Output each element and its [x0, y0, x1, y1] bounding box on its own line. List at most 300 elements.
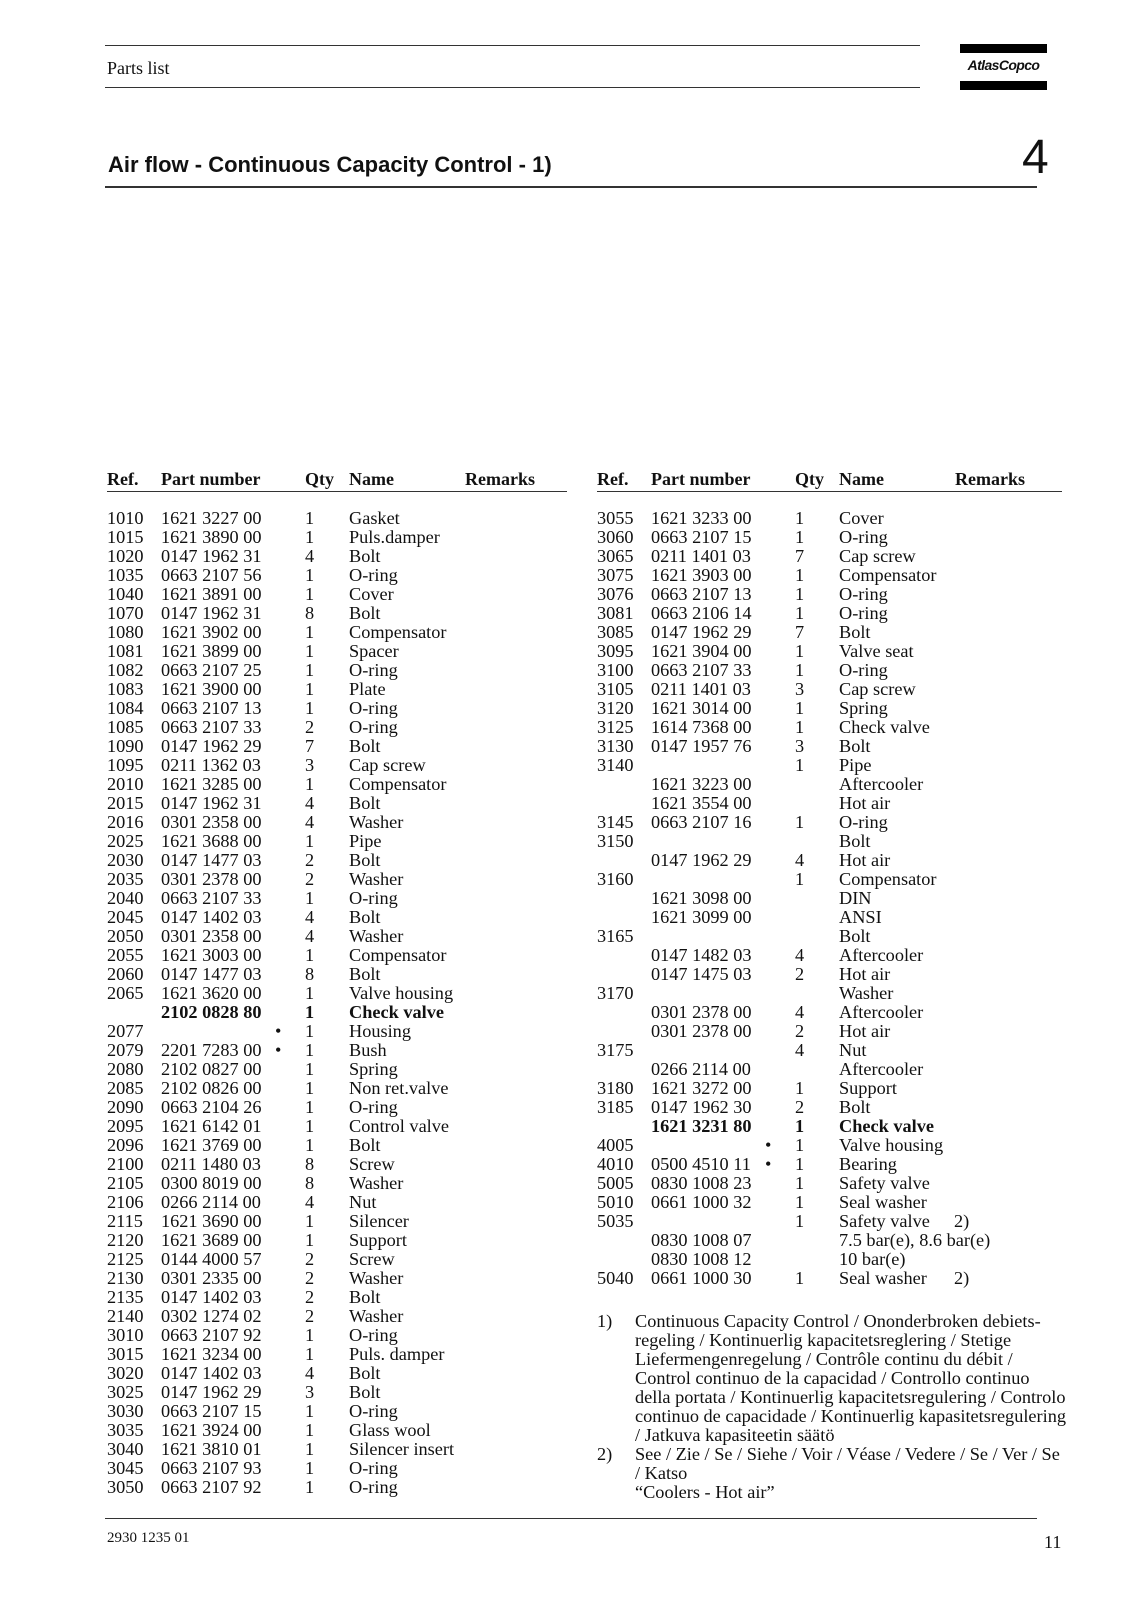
table-row	[107, 775, 567, 794]
table-row	[107, 1364, 567, 1383]
qty-cell: 1	[305, 1078, 315, 1098]
name-cell: Support	[839, 1078, 897, 1098]
name-cell: Puls. damper	[349, 1344, 445, 1364]
qty-cell: 1	[795, 660, 805, 680]
ref-cell: 3010	[107, 1325, 144, 1345]
bullet-marker: •	[275, 1021, 282, 1041]
table-row	[597, 1193, 1062, 1212]
part-number-cell: 0661 1000 32	[651, 1192, 752, 1212]
name-cell: Housing	[349, 1021, 411, 1041]
ref-cell: 2106	[107, 1192, 144, 1212]
table-row	[107, 1041, 567, 1060]
name-cell: Bolt	[349, 964, 381, 984]
ref-cell: 2095	[107, 1116, 144, 1136]
table-row	[597, 965, 1062, 984]
qty-cell: 1	[305, 1211, 315, 1231]
name-cell: Hot air	[839, 793, 891, 813]
part-number-cell: 1621 3891 00	[161, 584, 262, 604]
name-cell: Bolt	[839, 1097, 871, 1117]
qty-cell: 4	[305, 907, 315, 927]
qty-cell: 2	[305, 1287, 315, 1307]
part-number-cell: 1621 3098 00	[651, 888, 752, 908]
table-row	[107, 1288, 567, 1307]
part-number-cell: 1621 3554 00	[651, 793, 752, 813]
part-number-cell: 1621 3231 80	[651, 1116, 752, 1136]
qty-cell: 1	[305, 1097, 315, 1117]
qty-cell: 8	[305, 603, 315, 623]
table-row	[597, 585, 1062, 604]
ref-cell: 3025	[107, 1382, 144, 1402]
part-number-cell: 1621 3099 00	[651, 907, 752, 927]
name-cell: Check valve	[839, 717, 930, 737]
col-qty-header: Qty	[795, 469, 824, 489]
part-number-cell: 0663 2107 33	[161, 888, 262, 908]
qty-cell: 8	[305, 1173, 315, 1193]
ref-cell: 1015	[107, 527, 144, 547]
qty-cell: 1	[795, 1211, 805, 1231]
name-cell: ANSI	[839, 907, 882, 927]
name-cell: Washer	[839, 983, 894, 1003]
ref-cell: 2105	[107, 1173, 144, 1193]
ref-cell: 3060	[597, 527, 634, 547]
qty-cell: 1	[305, 945, 315, 965]
qty-cell: 1	[795, 1135, 805, 1155]
name-cell: O-ring	[349, 1401, 398, 1421]
remarks-cell: 2)	[954, 1268, 970, 1288]
table-row	[597, 1003, 1062, 1022]
qty-cell: 1	[305, 1135, 315, 1155]
table-row	[597, 718, 1062, 737]
name-cell: Gasket	[349, 508, 400, 528]
part-number-cell: 1621 3903 00	[651, 565, 752, 585]
ref-cell: 3125	[597, 717, 634, 737]
part-number-cell: 1621 3899 00	[161, 641, 262, 661]
table-row	[107, 1079, 567, 1098]
qty-cell: 1	[305, 622, 315, 642]
table-row	[107, 661, 567, 680]
table-row	[597, 623, 1062, 642]
part-number-cell: 0147 1962 29	[161, 1382, 262, 1402]
ref-cell: 2080	[107, 1059, 144, 1079]
ref-cell: 3120	[597, 698, 634, 718]
qty-cell: 2	[305, 1249, 315, 1269]
qty-cell: 1	[305, 660, 315, 680]
name-cell: Silencer	[349, 1211, 409, 1231]
part-number-cell: 0663 2107 13	[651, 584, 752, 604]
qty-cell: 1	[795, 755, 805, 775]
name-cell: Hot air	[839, 850, 891, 870]
qty-cell: 4	[795, 850, 805, 870]
part-number-cell: 0147 1402 03	[161, 907, 262, 927]
qty-cell: 1	[305, 584, 315, 604]
ref-cell: 1040	[107, 584, 144, 604]
ref-cell: 2045	[107, 907, 144, 927]
footnote-text: “Coolers - Hot air”	[635, 1482, 775, 1502]
name-cell: Washer	[349, 1268, 404, 1288]
table-row	[597, 1136, 1062, 1155]
part-number-cell: 0830 1008 23	[651, 1173, 752, 1193]
qty-cell: 1	[305, 1116, 315, 1136]
part-number-cell: 0661 1000 30	[651, 1268, 752, 1288]
ref-cell: 3170	[597, 983, 634, 1003]
table-row	[597, 604, 1062, 623]
name-cell: Compensator	[349, 622, 447, 642]
ref-cell: 2030	[107, 850, 144, 870]
table-row	[107, 1440, 567, 1459]
ref-cell: 3095	[597, 641, 634, 661]
name-cell: O-ring	[349, 888, 398, 908]
qty-cell: 1	[305, 1458, 315, 1478]
page-title: Air flow - Continuous Capacity Control - 1)	[108, 152, 552, 177]
qty-cell: 1	[305, 698, 315, 718]
table-row	[597, 889, 1062, 908]
table-row	[107, 1307, 567, 1326]
table-row	[597, 1269, 1062, 1288]
table-row	[107, 1421, 567, 1440]
table-row	[107, 1174, 567, 1193]
name-cell: Bolt	[839, 622, 871, 642]
table-row	[597, 642, 1062, 661]
ref-cell: 2010	[107, 774, 144, 794]
table-row	[107, 870, 567, 889]
part-number-cell: 0147 1957 76	[651, 736, 752, 756]
part-number-cell: 1621 3688 00	[161, 831, 262, 851]
name-cell: O-ring	[349, 1097, 398, 1117]
part-number-cell: 1614 7368 00	[651, 717, 752, 737]
ref-cell: 3105	[597, 679, 634, 699]
ref-cell: 2025	[107, 831, 144, 851]
table-header	[107, 469, 567, 492]
ref-cell: 2100	[107, 1154, 144, 1174]
ref-cell: 3035	[107, 1420, 144, 1440]
name-cell: Bearing	[839, 1154, 897, 1174]
qty-cell: 2	[795, 1021, 805, 1041]
parts-table-left	[107, 469, 567, 1497]
qty-cell: 1	[305, 508, 315, 528]
ref-cell: 2015	[107, 793, 144, 813]
ref-cell: 2050	[107, 926, 144, 946]
table-row	[107, 1193, 567, 1212]
table-row	[597, 851, 1062, 870]
ref-cell: 2079	[107, 1040, 144, 1060]
part-number-cell: 0266 2114 00	[161, 1192, 261, 1212]
name-cell: Spring	[839, 698, 888, 718]
table-row	[597, 1041, 1062, 1060]
name-cell: Nut	[839, 1040, 867, 1060]
qty-cell: 1	[305, 1344, 315, 1364]
qty-cell: 1	[795, 1268, 805, 1288]
part-number-cell: 0211 1401 03	[651, 679, 751, 699]
name-cell: DIN	[839, 888, 872, 908]
part-number-cell: 1621 3620 00	[161, 983, 262, 1003]
part-number-cell: 0147 1475 03	[651, 964, 752, 984]
page-number: 11	[1044, 1532, 1062, 1552]
ref-cell: 3065	[597, 546, 634, 566]
part-number-cell: 1621 3014 00	[651, 698, 752, 718]
bullet-marker: •	[275, 1040, 282, 1060]
part-number-cell: 1621 3227 00	[161, 508, 262, 528]
table-row	[597, 984, 1062, 1003]
ref-cell: 2130	[107, 1268, 144, 1288]
part-number-cell: 0663 2107 56	[161, 565, 262, 585]
chapter-number: 4	[1022, 131, 1049, 184]
name-cell: Compensator	[349, 774, 447, 794]
table-body	[107, 509, 567, 1497]
table-row	[107, 927, 567, 946]
ref-cell: 1081	[107, 641, 144, 661]
part-number-cell: 0301 2378 00	[651, 1002, 752, 1022]
qty-cell: 1	[795, 1173, 805, 1193]
name-cell: Bolt	[349, 850, 381, 870]
part-number-cell: 1621 3890 00	[161, 527, 262, 547]
table-row	[107, 813, 567, 832]
table-row	[107, 547, 567, 566]
name-cell: Aftercooler	[839, 1059, 924, 1079]
name-cell: Bush	[349, 1040, 387, 1060]
ref-cell: 3165	[597, 926, 634, 946]
ref-cell: 3081	[597, 603, 634, 623]
col-part-header: Part number	[161, 469, 261, 489]
name-cell: Check valve	[349, 1002, 444, 1022]
name-cell: Bolt	[349, 907, 381, 927]
table-row	[107, 528, 567, 547]
table-row	[597, 1079, 1062, 1098]
table-row	[597, 1174, 1062, 1193]
name-cell: Spring	[349, 1059, 398, 1079]
qty-cell: 1	[795, 812, 805, 832]
qty-cell: 1	[305, 888, 315, 908]
table-row	[597, 775, 1062, 794]
part-number-cell: 0147 1477 03	[161, 850, 262, 870]
qty-cell: 4	[305, 793, 315, 813]
qty-cell: 4	[305, 1363, 315, 1383]
qty-cell: 1	[305, 1401, 315, 1421]
part-number-cell: 2102 0828 80	[161, 1002, 262, 1022]
ref-cell: 2016	[107, 812, 144, 832]
qty-cell: 1	[795, 1116, 805, 1136]
name-cell: Pipe	[349, 831, 382, 851]
part-number-cell: 0663 2107 93	[161, 1458, 262, 1478]
ref-cell: 2040	[107, 888, 144, 908]
name-cell: 10 bar(e)	[839, 1249, 906, 1269]
name-cell: O-ring	[349, 717, 398, 737]
qty-cell: 1	[305, 983, 315, 1003]
table-row	[107, 1155, 567, 1174]
name-cell: Silencer insert	[349, 1439, 455, 1459]
name-cell: Safety valve	[839, 1211, 930, 1231]
qty-cell: 1	[305, 774, 315, 794]
ref-cell: 1095	[107, 755, 144, 775]
part-number-cell: 0663 2107 16	[651, 812, 752, 832]
qty-cell: 1	[795, 1078, 805, 1098]
table-row	[107, 1402, 567, 1421]
table-row	[597, 870, 1062, 889]
table-row	[107, 1003, 567, 1022]
table-row	[107, 889, 567, 908]
name-cell: Seal washer	[839, 1268, 927, 1288]
part-number-cell: 0147 1962 31	[161, 546, 262, 566]
name-cell: Aftercooler	[839, 945, 924, 965]
qty-cell: 1	[305, 527, 315, 547]
ref-cell: 3130	[597, 736, 634, 756]
ref-cell: 1035	[107, 565, 144, 585]
qty-cell: 4	[305, 546, 315, 566]
qty-cell: 1	[795, 508, 805, 528]
part-number-cell: 1621 3285 00	[161, 774, 262, 794]
name-cell: 7.5 bar(e), 8.6 bar(e)	[839, 1230, 991, 1250]
name-cell: Cap screw	[349, 755, 426, 775]
table-row	[107, 680, 567, 699]
name-cell: Valve seat	[839, 641, 914, 661]
qty-cell: 4	[305, 926, 315, 946]
name-cell: Seal washer	[839, 1192, 927, 1212]
name-cell: Screw	[349, 1249, 395, 1269]
table-row	[597, 566, 1062, 585]
document-number: 2930 1235 01	[107, 1530, 190, 1546]
part-number-cell: 0211 1401 03	[651, 546, 751, 566]
qty-cell: 1	[305, 1021, 315, 1041]
ref-cell: 5005	[597, 1173, 634, 1193]
qty-cell: 1	[305, 1439, 315, 1459]
table-row	[107, 1231, 567, 1250]
table-row	[107, 737, 567, 756]
qty-cell: 1	[305, 1230, 315, 1250]
table-row	[107, 832, 567, 851]
qty-cell: 4	[795, 1002, 805, 1022]
table-row	[597, 1250, 1062, 1269]
parts-table-right	[597, 469, 1062, 1288]
name-cell: O-ring	[349, 698, 398, 718]
name-cell: Glass wool	[349, 1420, 431, 1440]
table-row	[597, 661, 1062, 680]
ref-cell: 1085	[107, 717, 144, 737]
ref-cell: 1084	[107, 698, 144, 718]
table-row	[597, 1231, 1062, 1250]
ref-cell: 2090	[107, 1097, 144, 1117]
part-number-cell: 0663 2107 92	[161, 1477, 262, 1497]
qty-cell: 1	[795, 717, 805, 737]
header-section-label: Parts list	[107, 58, 170, 78]
ref-cell: 3045	[107, 1458, 144, 1478]
footnotes	[597, 1312, 1067, 1502]
name-cell: O-ring	[839, 603, 888, 623]
name-cell: Support	[349, 1230, 407, 1250]
ref-cell: 2125	[107, 1249, 144, 1269]
part-number-cell: 0663 2107 15	[161, 1401, 262, 1421]
name-cell: O-ring	[349, 1477, 398, 1497]
ref-cell: 3040	[107, 1439, 144, 1459]
part-number-cell: 2201 7283 00	[161, 1040, 262, 1060]
ref-cell: 5010	[597, 1192, 634, 1212]
ref-cell: 1070	[107, 603, 144, 623]
name-cell: Valve housing	[349, 983, 454, 1003]
col-qty-header: Qty	[305, 469, 334, 489]
qty-cell: 1	[795, 641, 805, 661]
qty-cell: 1	[305, 1420, 315, 1440]
ref-cell: 3020	[107, 1363, 144, 1383]
table-row	[597, 1060, 1062, 1079]
name-cell: O-ring	[349, 1458, 398, 1478]
qty-cell: 1	[305, 679, 315, 699]
name-cell: Puls.damper	[349, 527, 440, 547]
table-row	[107, 1117, 567, 1136]
bullet-marker: •	[765, 1135, 772, 1155]
header-bottom-rule	[105, 87, 920, 88]
col-name-header: Name	[839, 469, 884, 489]
qty-cell: 1	[795, 698, 805, 718]
ref-cell: 2115	[107, 1211, 143, 1231]
table-row	[107, 604, 567, 623]
qty-cell: 4	[795, 945, 805, 965]
table-row	[107, 946, 567, 965]
name-cell: O-ring	[839, 812, 888, 832]
part-number-cell: 0301 2335 00	[161, 1268, 262, 1288]
part-number-cell: 0663 2106 14	[651, 603, 752, 623]
name-cell: Screw	[349, 1154, 395, 1174]
ref-cell: 3175	[597, 1040, 634, 1060]
ref-cell: 3185	[597, 1097, 634, 1117]
table-row	[597, 908, 1062, 927]
footnote-text: Continuous Capacity Control / Ononderbroken debiets-regeling / Kontinuerlig kapacitetsreglering / Stetige Liefermengenregelung / Contrôle continu du débit / Control continuo de la capacidad / Controllo continuo della portata / Kontinuerlig kapacitetsregulering / Controlo continuo de capacidade / Kontinuerlig kapasitetsregulering / Jatkuva kapasiteetin säätö	[635, 1311, 1066, 1445]
ref-cell: 1083	[107, 679, 144, 699]
part-number-cell: 0147 1962 29	[651, 850, 752, 870]
table-row	[597, 737, 1062, 756]
table-row	[597, 1117, 1062, 1136]
table-row	[107, 509, 567, 528]
ref-cell: 4010	[597, 1154, 634, 1174]
footnote-number: 1)	[597, 1311, 613, 1331]
part-number-cell: 0144 4000 57	[161, 1249, 262, 1269]
qty-cell: 7	[305, 736, 315, 756]
col-name-header: Name	[349, 469, 394, 489]
remarks-cell: 2)	[954, 1211, 970, 1231]
qty-cell: 1	[305, 831, 315, 851]
table-row	[597, 946, 1062, 965]
table-row	[107, 965, 567, 984]
table-row	[107, 699, 567, 718]
ref-cell: 1010	[107, 508, 144, 528]
table-row	[107, 1250, 567, 1269]
ref-cell: 1080	[107, 622, 144, 642]
table-body	[597, 509, 1062, 1288]
table-header	[597, 469, 1062, 492]
table-row	[107, 642, 567, 661]
part-number-cell: 0147 1962 31	[161, 793, 262, 813]
qty-cell: 1	[305, 565, 315, 585]
ref-cell: 2096	[107, 1135, 144, 1155]
part-number-cell: 1621 3272 00	[651, 1078, 752, 1098]
qty-cell: 1	[305, 1059, 315, 1079]
table-row	[107, 566, 567, 585]
part-number-cell: 1621 3904 00	[651, 641, 752, 661]
qty-cell: 1	[305, 1002, 315, 1022]
ref-cell: 4005	[597, 1135, 634, 1155]
part-number-cell: 0663 2107 92	[161, 1325, 262, 1345]
col-part-header: Part number	[651, 469, 751, 489]
part-number-cell: 1621 3769 00	[161, 1135, 262, 1155]
table-row	[107, 623, 567, 642]
name-cell: Valve housing	[839, 1135, 944, 1155]
table-row	[107, 1478, 567, 1497]
ref-cell: 3145	[597, 812, 634, 832]
name-cell: Bolt	[349, 793, 381, 813]
part-number-cell: 0663 2107 15	[651, 527, 752, 547]
part-number-cell: 0147 1477 03	[161, 964, 262, 984]
ref-cell: 2055	[107, 945, 144, 965]
name-cell: Safety valve	[839, 1173, 930, 1193]
name-cell: Bolt	[349, 1287, 381, 1307]
part-number-cell: 0147 1962 31	[161, 603, 262, 623]
